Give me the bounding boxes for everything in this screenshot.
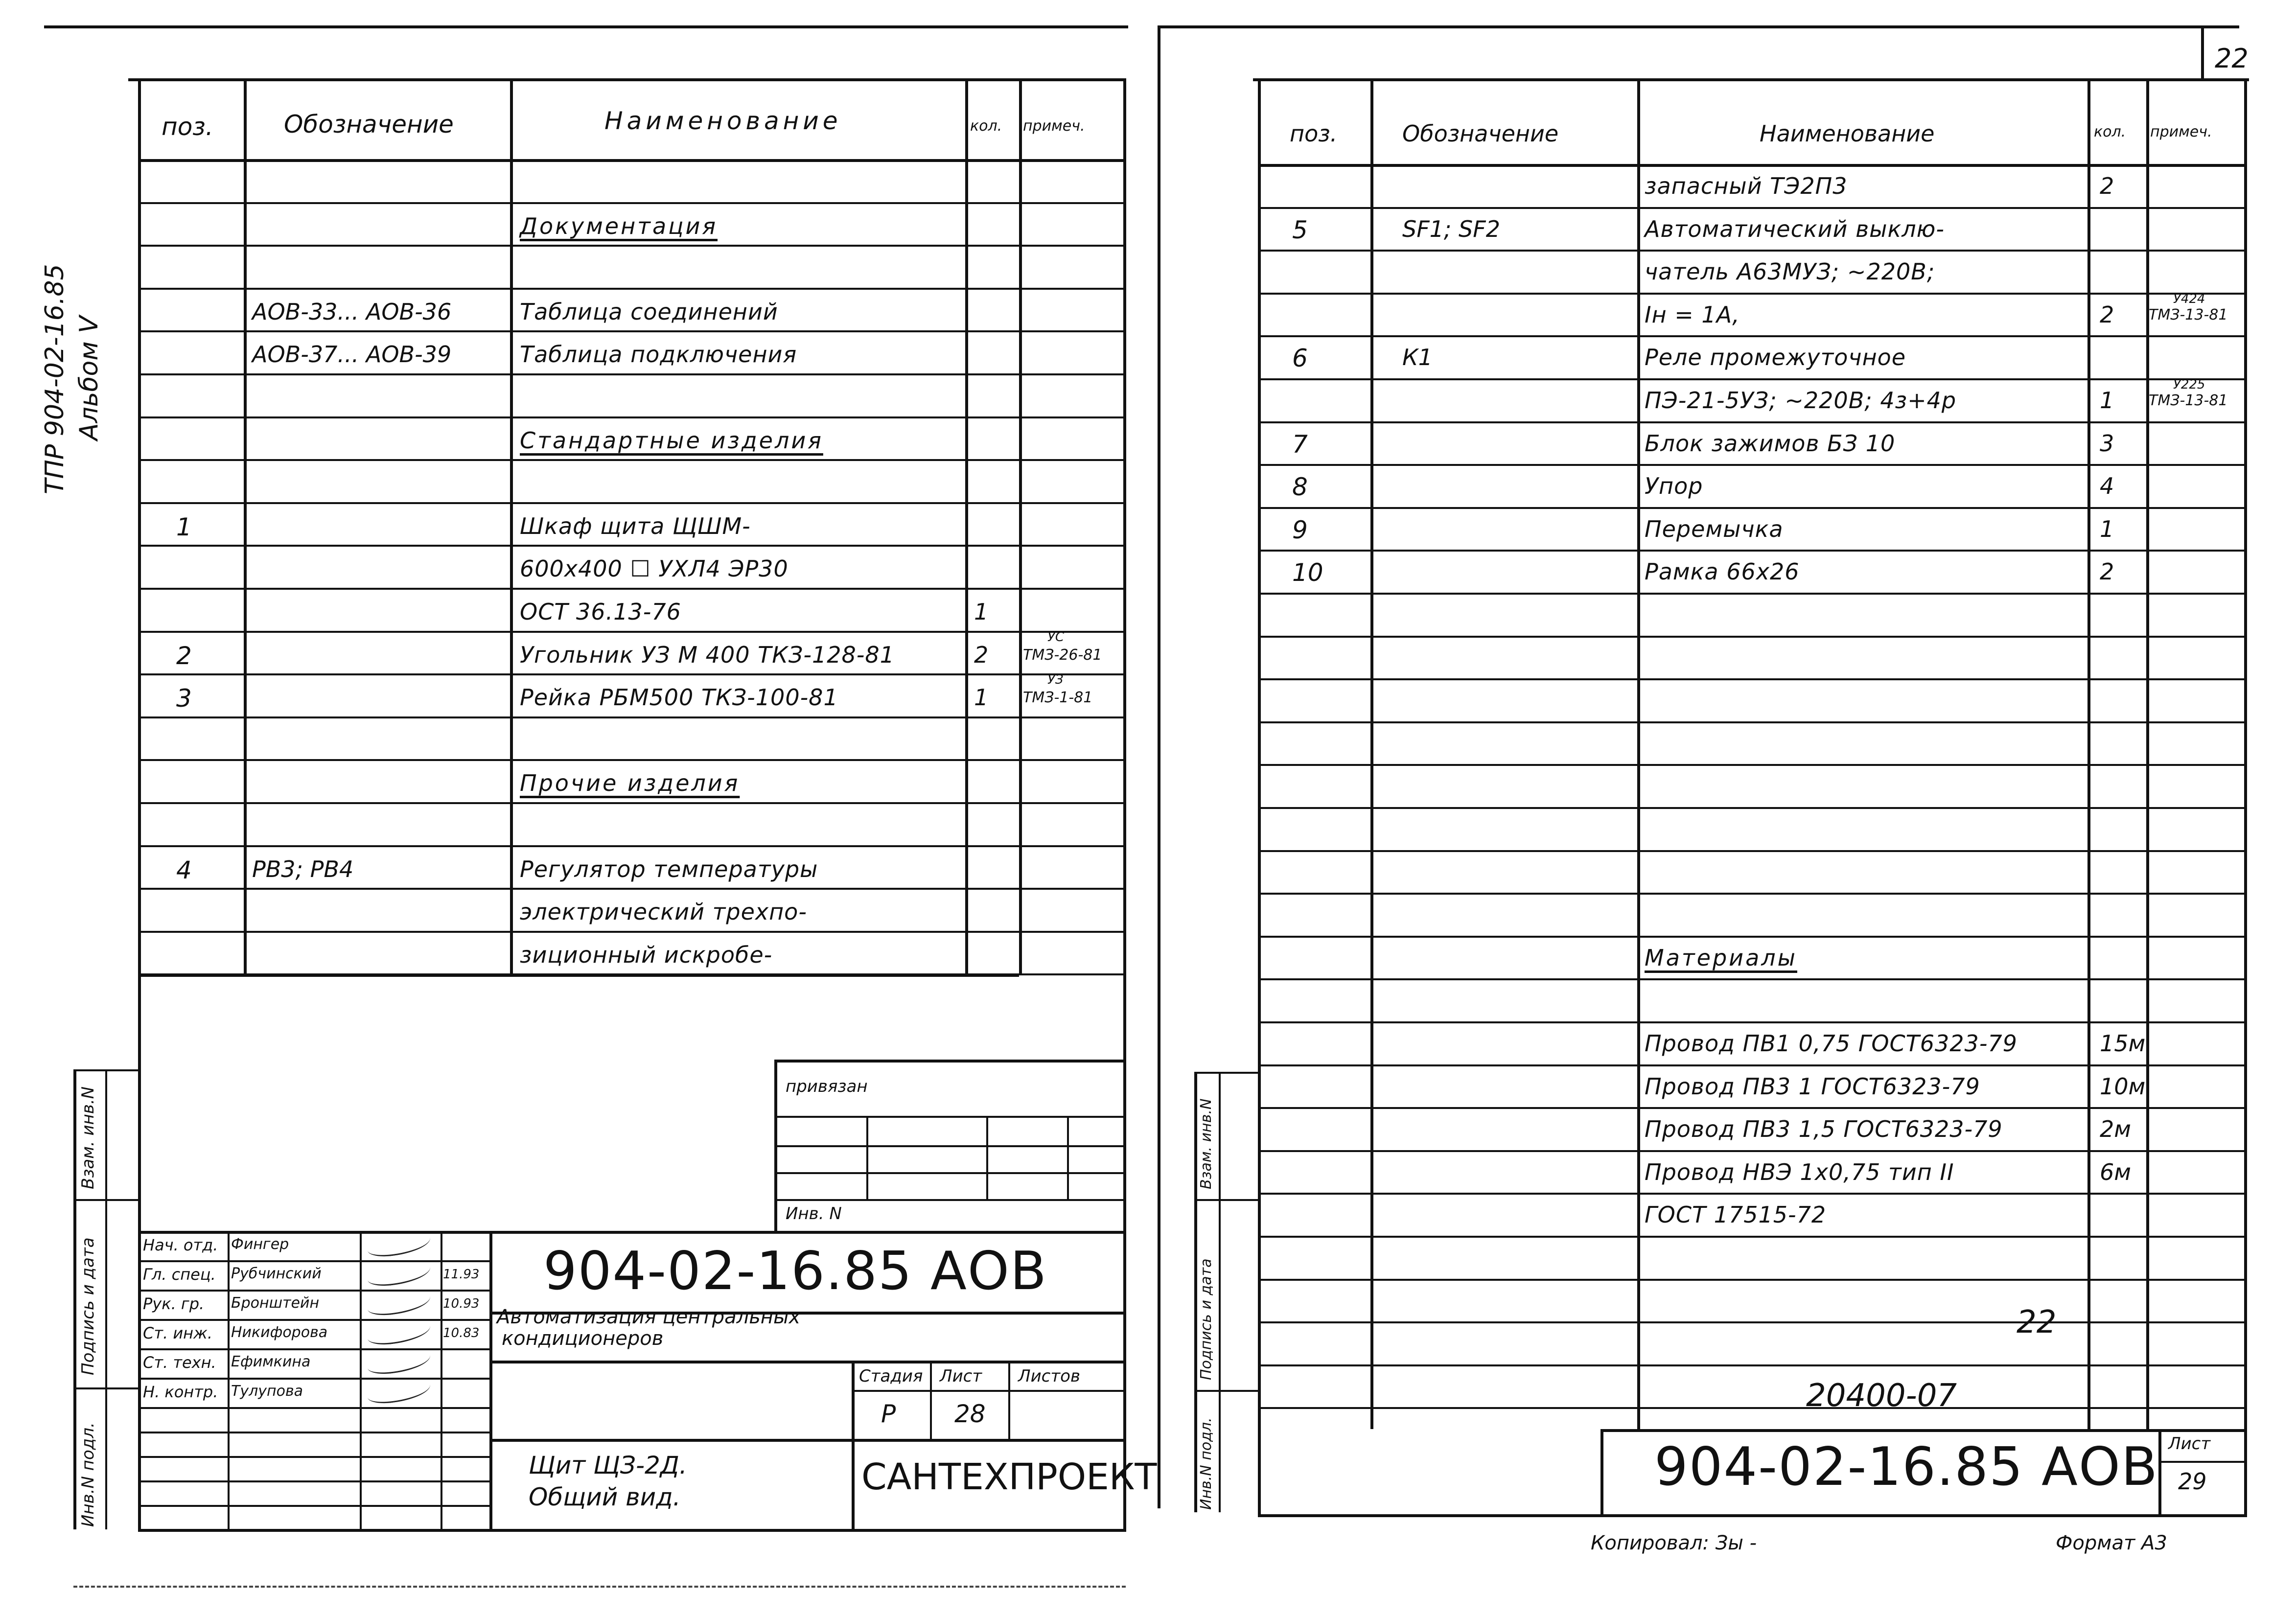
row-divider	[1258, 678, 2247, 680]
signature-role: Рук. гр.	[143, 1294, 205, 1313]
row-divider	[1258, 250, 2247, 252]
row-divider	[1258, 1236, 2247, 1238]
spec-note: ТМЗ-13-81	[2149, 392, 2228, 409]
left-table-top	[128, 78, 1126, 81]
row-divider	[138, 416, 1126, 418]
spec-section-heading: Материалы	[1645, 944, 1797, 971]
spec-name: зиционный искробе-	[520, 941, 773, 968]
row-divider	[1258, 978, 2247, 980]
spec-name: Провод ПВ3 1,5 ГОСТ6323-79	[1645, 1116, 2003, 1143]
signature-row-divider	[138, 1319, 489, 1321]
spec-name: Провод ПВ3 1 ГОСТ6323-79	[1645, 1073, 1980, 1100]
left-col-qty-header: кол.	[970, 117, 1002, 135]
row-divider	[1258, 850, 2247, 852]
spec-pos: 8	[1292, 473, 1308, 502]
spec-designation: SF1; SF2	[1402, 215, 1500, 242]
row-divider	[1258, 1407, 2247, 1409]
row-divider	[1258, 593, 2247, 595]
left-col-note-header: примеч.	[1023, 117, 1085, 135]
project-name-line2: кондиционеров	[502, 1327, 664, 1350]
spec-name: Iн = 1А,	[1645, 301, 1740, 328]
drawing-title-line2: Общий вид.	[529, 1483, 681, 1511]
handwritten-signature	[366, 1288, 432, 1318]
signature-role: Гл. спец.	[143, 1265, 216, 1284]
spec-qty: 10м	[2100, 1073, 2146, 1100]
spec-qty: 2	[974, 641, 989, 668]
spec-qty: 1	[2100, 515, 2114, 542]
row-divider	[1258, 335, 2247, 337]
spec-name: Провод НВЭ 1х0,75 тип II	[1645, 1158, 1954, 1185]
spec-pos: 2	[176, 641, 192, 670]
left-frame-left	[138, 78, 141, 1532]
right-sheet-number: 29	[2178, 1468, 2207, 1495]
row-divider	[1258, 1193, 2247, 1195]
spec-name: Рейка РБМ500 ТКЗ-100-81	[520, 684, 838, 711]
sheet-value: 28	[954, 1400, 986, 1428]
stage-label: Стадия	[859, 1366, 923, 1386]
spec-qty: 6м	[2100, 1158, 2131, 1185]
row-divider	[138, 973, 1126, 975]
row-divider	[1258, 550, 2247, 552]
left-title-code: 904-02-16.85 АОВ	[543, 1241, 1047, 1302]
spec-qty: 3	[2100, 430, 2114, 457]
signature-row-divider	[138, 1260, 489, 1262]
row-divider	[138, 888, 1126, 890]
left-col-designation-header: Обозначение	[284, 110, 454, 139]
signature-role: Н. контр.	[143, 1383, 218, 1401]
signature-name: Рубчинский	[231, 1265, 322, 1282]
row-divider	[138, 373, 1126, 375]
row-divider	[138, 759, 1126, 761]
right-stamp-inv-podl: Инв.N подл.	[1198, 1417, 1215, 1510]
signature-name: Бронштейн	[231, 1294, 320, 1312]
signature-date: 10.83	[443, 1326, 480, 1340]
row-divider	[1258, 1021, 2247, 1023]
spec-name: Рамка 66х26	[1645, 558, 1800, 585]
row-divider	[1258, 378, 2247, 380]
handwritten-signature	[366, 1317, 432, 1347]
spec-pos: 7	[1292, 430, 1308, 459]
project-name-line1: Автоматизация центральных	[497, 1306, 801, 1328]
row-divider	[138, 802, 1126, 804]
signature-role: Нач. отд.	[143, 1236, 218, 1254]
signature-role: Ст. техн.	[143, 1353, 216, 1372]
right-col-designation-header: Обозначение	[1402, 120, 1559, 147]
spec-qty: 4	[2100, 473, 2114, 500]
row-divider	[138, 330, 1126, 332]
spec-pos: 9	[1292, 515, 1308, 544]
spec-qty: 1	[974, 684, 989, 711]
row-divider	[1258, 1279, 2247, 1281]
spec-section-heading: Прочие изделия	[520, 770, 740, 797]
signature-row-divider	[138, 1378, 489, 1380]
firm-name: САНТЕХПРОЕКТ	[861, 1456, 1157, 1498]
left-stamp-signature-date: Подпись и дата	[78, 1237, 98, 1375]
left-stamp-vzam-inv: Взам. инв.N	[78, 1086, 98, 1189]
row-divider	[138, 931, 1126, 933]
spec-name: чатель А63МУЗ; ~220В;	[1645, 258, 1935, 285]
spec-qty: 1	[2100, 387, 2114, 414]
row-divider	[1258, 207, 2247, 209]
spec-name: запасный ТЭ2П3	[1645, 173, 1848, 199]
spec-pos: 5	[1292, 215, 1308, 244]
spec-qty: 2	[2100, 558, 2114, 585]
handwritten-22: 22	[2017, 1304, 2057, 1340]
row-divider	[138, 245, 1126, 247]
spec-note-superscript: У424	[2173, 291, 2205, 306]
right-stamp-vzam-inv: Взам. инв.N	[1198, 1098, 1215, 1189]
spec-qty: 2	[2100, 301, 2114, 328]
handwritten-signature	[366, 1259, 432, 1289]
sheets-label: Листов	[1018, 1366, 1081, 1386]
row-divider	[1258, 893, 2247, 895]
row-divider	[138, 202, 1126, 204]
right-col-pos-header: поз.	[1290, 120, 1338, 147]
row-divider	[1258, 464, 2247, 466]
spec-qty: 2м	[2100, 1116, 2131, 1143]
corner-page-number: 22	[2215, 43, 2249, 74]
row-divider	[1258, 1321, 2247, 1323]
margin-doc-code: ТПР 904-02-16.85	[40, 264, 70, 494]
spec-pos: 3	[176, 684, 192, 713]
spec-name: электрический трехпо-	[520, 899, 807, 925]
right-stamp-signature-date: Подпись и дата	[1198, 1258, 1215, 1380]
row-divider	[1258, 1364, 2247, 1366]
spec-qty: 1	[974, 599, 989, 625]
row-divider	[138, 288, 1126, 290]
spec-designation: АОВ-33... АОВ-36	[252, 298, 452, 325]
spec-name: Упор	[1645, 473, 1703, 500]
signature-name: Фингер	[231, 1236, 289, 1253]
spec-name: ОСТ 36.13-76	[520, 599, 681, 625]
privyazan-label: привязан	[786, 1077, 868, 1096]
signature-row-divider	[138, 1348, 489, 1350]
signature-name: Никифорова	[231, 1324, 328, 1341]
row-divider	[138, 716, 1126, 718]
spec-name: Шкаф щита ЩШМ-	[520, 512, 751, 539]
drawing-title-line1: Щит ЩЗ-2Д.	[529, 1451, 687, 1479]
spec-name: ГОСТ 17515-72	[1645, 1201, 1827, 1228]
signature-date: 10.93	[443, 1296, 480, 1311]
row-divider	[138, 588, 1126, 590]
spec-name: Таблица подключения	[520, 341, 797, 368]
signature-role: Ст. инж.	[143, 1324, 213, 1342]
row-divider	[1258, 507, 2247, 509]
spec-note-superscript: УС	[1047, 629, 1064, 645]
spec-designation: РВ3; РВ4	[252, 855, 354, 882]
spec-name: Блок зажимов БЗ 10	[1645, 430, 1896, 457]
right-col-note-header: примеч.	[2150, 123, 2212, 140]
row-divider	[1258, 807, 2247, 809]
spec-name: Перемычка	[1645, 515, 1784, 542]
spec-name: 600х400 ☐ УХЛ4 ЭР30	[520, 555, 789, 582]
row-divider	[1258, 721, 2247, 723]
copied-by: Копировал: Зы -	[1591, 1532, 1757, 1554]
row-divider	[1258, 1064, 2247, 1066]
spec-designation: К1	[1402, 344, 1433, 371]
spec-pos: 6	[1292, 344, 1308, 373]
spec-name: Таблица соединений	[520, 298, 778, 325]
row-divider	[138, 545, 1126, 547]
handwritten-signature	[366, 1376, 432, 1406]
spec-note-superscript: УЗ	[1047, 672, 1064, 688]
row-divider	[1258, 293, 2247, 295]
signature-date: 11.93	[443, 1267, 480, 1282]
format-label: Формат А3	[2056, 1532, 2167, 1554]
spec-pos: 10	[1292, 558, 1323, 587]
inv-no-label: Инв. N	[786, 1204, 842, 1224]
margin-album: Альбом V	[74, 316, 104, 440]
row-divider	[138, 673, 1126, 675]
row-divider	[1258, 764, 2247, 766]
left-stamp-inv-podl: Инв.N подл.	[78, 1422, 98, 1527]
row-divider	[138, 631, 1126, 633]
spec-note-superscript: У225	[2173, 377, 2205, 392]
handwritten-signature	[366, 1229, 432, 1259]
row-divider	[138, 502, 1126, 504]
signature-name: Ефимкина	[231, 1353, 311, 1370]
spec-pos: 1	[176, 512, 192, 541]
signature-row-divider	[138, 1407, 489, 1409]
signature-name: Тулупова	[231, 1383, 303, 1400]
spec-name: Реле промежуточное	[1645, 344, 1906, 371]
archive-number: 20400-07	[1806, 1378, 1957, 1414]
scan-bottom-line	[73, 1586, 1126, 1588]
right-sheet-label: Лист	[2168, 1434, 2211, 1454]
spec-qty: 15м	[2100, 1030, 2146, 1057]
row-divider	[1258, 1150, 2247, 1152]
spec-name: Регулятор температуры	[520, 855, 818, 882]
left-frame-top	[44, 25, 1128, 28]
row-divider	[138, 845, 1126, 847]
spec-designation: АОВ-37... АОВ-39	[252, 341, 452, 368]
spec-section-heading: Стандартные изделия	[520, 427, 823, 454]
row-divider	[1258, 636, 2247, 638]
left-col-pos-header: поз.	[162, 113, 213, 141]
handwritten-signature	[366, 1347, 432, 1377]
spec-note: ТМЗ-26-81	[1023, 646, 1102, 664]
spec-note: ТМЗ-13-81	[2149, 306, 2228, 323]
sheet-label: Лист	[940, 1366, 982, 1386]
spec-name: Автоматический выклю-	[1645, 215, 1945, 242]
row-divider	[1258, 1107, 2247, 1109]
row-divider	[138, 459, 1126, 461]
spec-note: ТМЗ-1-81	[1023, 689, 1093, 707]
right-title-code: 904-02-16.85 АОВ	[1654, 1436, 2158, 1498]
spec-name: Угольник УЗ М 400 ТКЗ-128-81	[520, 641, 895, 668]
right-col-qty-header: кол.	[2094, 123, 2126, 140]
spec-name: ПЭ-21-5УЗ; ~220В; 4з+4р	[1645, 387, 1957, 414]
stage-value: Р	[881, 1400, 896, 1428]
spec-section-heading: Документация	[520, 212, 718, 239]
left-frame-bottom	[138, 1529, 1126, 1532]
signature-row-divider	[138, 1290, 489, 1292]
spec-pos: 4	[176, 855, 192, 884]
row-divider	[1258, 936, 2247, 938]
spec-qty: 2	[2100, 173, 2114, 199]
left-col-name-header: Наименование	[604, 107, 842, 135]
row-divider	[1258, 421, 2247, 423]
spec-name: Провод ПВ1 0,75 ГОСТ6323-79	[1645, 1030, 2018, 1057]
right-col-name-header: Наименование	[1760, 120, 1935, 147]
